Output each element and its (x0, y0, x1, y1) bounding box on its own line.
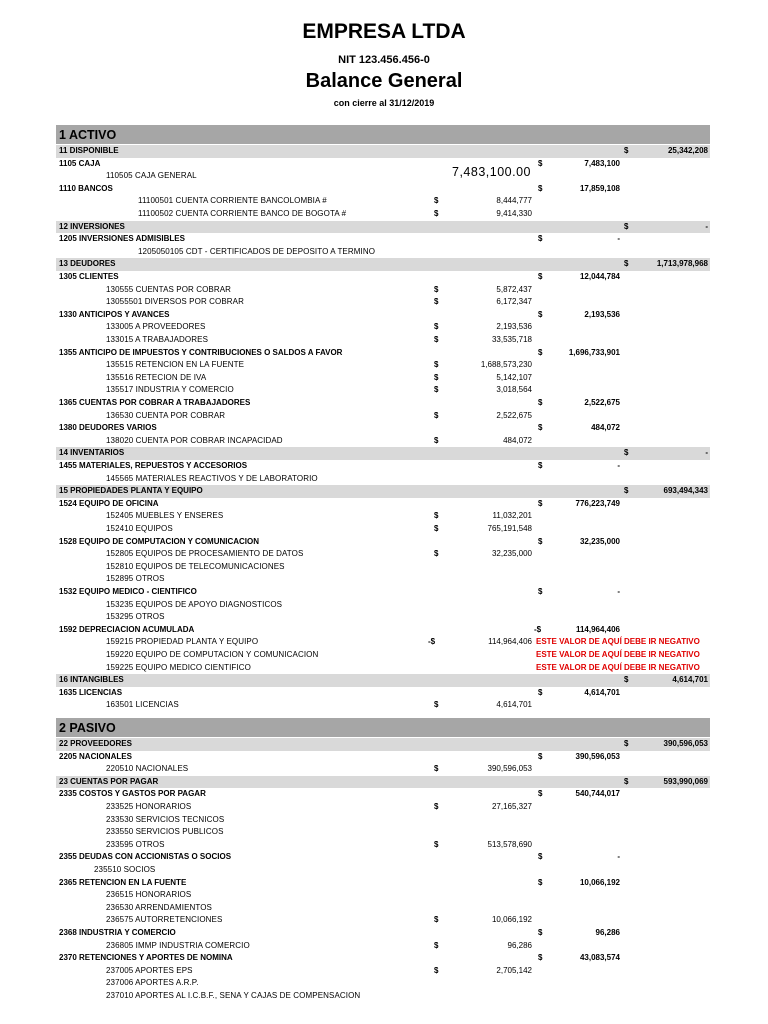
account-label: 152895 OTROS (106, 574, 165, 584)
table-row (56, 145, 710, 158)
currency-sign: $ (434, 196, 439, 206)
amount-value: 1,696,733,901 (568, 347, 620, 357)
account-label: 159225 EQUIPO MEDICO CIENTIFICO (106, 662, 251, 672)
account-label: 2335 COSTOS Y GASTOS POR PAGAR (59, 789, 206, 799)
amount-value: 43,083,574 (579, 953, 620, 963)
amount-value: 32,235,000 (491, 549, 532, 559)
account-label: 159220 EQUIPO DE COMPUTACION Y COMUNICACION (106, 650, 319, 659)
currency-sign: $ (434, 372, 439, 382)
amount-value: 484,072 (591, 423, 620, 433)
account-label: 14 INVENTARIOS (59, 448, 125, 458)
currency-sign: $ (434, 297, 439, 307)
account-label: 1330 ANTICIPOS Y AVANCES (59, 309, 170, 319)
table-row (56, 561, 710, 574)
currency-sign: $ (434, 940, 439, 950)
currency-sign: $ (538, 498, 543, 508)
table-row (56, 649, 710, 662)
account-label: 2370 RETENCIONES Y APORTES DE NOMINA (59, 953, 233, 963)
currency-sign: $ (538, 347, 543, 357)
currency-sign: $ (624, 776, 629, 786)
table-row (56, 902, 710, 915)
amount-value: 10,066,192 (491, 915, 532, 925)
currency-sign: $ (434, 839, 439, 849)
table-row (56, 485, 710, 498)
table-row (56, 258, 710, 271)
currency-sign: $ (538, 398, 543, 407)
currency-sign: $ (624, 739, 629, 748)
account-label: 1305 CLIENTES (59, 272, 119, 281)
amount-value: 11,032,201 (492, 511, 532, 521)
account-label: 1110 BANCOS (59, 183, 113, 193)
table-row (56, 927, 710, 940)
account-label: 145565 MATERIALES REACTIVOS Y DE LABORATORIO (106, 473, 318, 483)
amount-value: 2,522,675 (584, 398, 620, 407)
account-label: 236515 HONORARIOS (106, 890, 192, 900)
currency-sign: $ (538, 423, 543, 433)
currency-sign: $ (434, 549, 439, 559)
table-row (56, 548, 710, 561)
table-row (56, 788, 710, 801)
amount-value: 540,744,017 (575, 789, 620, 799)
closing-date: con cierre al 31/12/2019 (333, 98, 435, 108)
account-label: 130555 CUENTAS POR COBRAR (106, 284, 232, 294)
currency-sign: $ (624, 259, 629, 269)
account-label: 233530 SERVICIOS TECNICOS (106, 814, 225, 824)
table-row (56, 271, 710, 284)
account-label: 12 INVERSIONES (59, 221, 125, 231)
currency-sign: $ (538, 953, 543, 963)
document-title: Balance General (305, 70, 463, 92)
account-label: 135516 RETECION DE IVA (106, 372, 207, 382)
account-label: 1355 ANTICIPO DE IMPUESTOS Y CONTRIBUCIONES O SALDOS A FAVOR (59, 347, 343, 357)
account-label: 2205 NACIONALES (59, 751, 132, 761)
amount-value: 593,990,069 (663, 776, 708, 786)
account-label: 110505 CAJA GENERAL (106, 171, 197, 181)
account-label: 2368 INDUSTRIA Y COMERCIO (59, 928, 176, 937)
account-label: 1635 LICENCIAS (59, 687, 123, 697)
table-row (56, 208, 710, 221)
currency-sign: $ (538, 687, 543, 697)
currency-sign: $ (434, 209, 439, 218)
currency-sign: $ (538, 183, 543, 193)
amount-value: - (705, 448, 708, 458)
account-label: 1365 CUENTAS POR COBRAR A TRABAJADORES (59, 398, 251, 407)
table-row (56, 158, 710, 171)
table-row (56, 296, 710, 309)
amount-value: 10,066,192 (579, 877, 620, 887)
amount-value: 765,191,548 (487, 524, 532, 533)
amount-value: 2,193,536 (496, 322, 532, 332)
currency-sign: $ (538, 928, 543, 937)
amount-value: 390,596,053 (575, 751, 620, 761)
amount-value: - (617, 234, 620, 244)
account-label: 236805 IMMP INDUSTRIA COMERCIO (106, 940, 250, 950)
amount-value: 25,342,208 (667, 146, 708, 155)
account-label: 236530 ARRENDAMIENTOS (106, 902, 212, 912)
currency-sign: $ (624, 486, 629, 496)
amount-value: 12,044,784 (579, 272, 620, 281)
currency-sign: $ (624, 221, 629, 231)
amount-value: 17,859,108 (579, 183, 620, 193)
table-row (56, 397, 710, 410)
account-label: 163501 LICENCIAS (106, 700, 179, 710)
table-row (56, 586, 710, 599)
table-row (56, 914, 710, 927)
amount-value: 9,414,330 (496, 209, 532, 218)
table-row (56, 624, 710, 637)
account-label: 1524 EQUIPO DE OFICINA (59, 498, 159, 508)
amount-value: 390,596,053 (487, 764, 532, 774)
table-row (56, 573, 710, 586)
account-label: 159215 PROPIEDAD PLANTA Y EQUIPO (106, 637, 259, 647)
account-label: 11100502 CUENTA CORRIENTE BANCO DE BOGOTA # (138, 209, 347, 218)
account-label: 135515 RETENCION EN LA FUENTE (106, 360, 245, 370)
account-label: 1105 CAJA (59, 158, 101, 168)
table-row (56, 699, 710, 712)
account-label: 233525 HONORARIOS (106, 802, 192, 811)
currency-sign: -$ (428, 637, 436, 647)
currency-sign: $ (624, 448, 629, 458)
table-row (56, 221, 710, 234)
table-row (56, 359, 710, 372)
account-label: 135517 INDUSTRIA Y COMERCIO (106, 385, 234, 395)
table-row (56, 674, 710, 687)
currency-sign: $ (624, 675, 629, 685)
amount-value: 1,688,573,230 (480, 360, 532, 370)
amount-value: 6,172,347 (496, 297, 532, 307)
account-label: 11 DISPONIBLE (59, 146, 119, 155)
account-label: 1528 EQUIPO DE COMPUTACION Y COMUNICACION (59, 536, 260, 546)
amount-value: 96,286 (595, 928, 620, 937)
table-row (56, 523, 710, 536)
amount-value: 114,964,406 (488, 637, 532, 647)
floating-cash-value: 7,483,100.00 (452, 165, 531, 179)
amount-value: 5,872,437 (496, 284, 532, 294)
table-row (56, 384, 710, 397)
currency-sign: $ (538, 789, 543, 799)
account-label: 1532 EQUIPO MEDICO - CIENTIFICO (59, 587, 197, 596)
table-row (56, 738, 710, 751)
currency-sign: $ (434, 284, 439, 294)
table-row (56, 422, 710, 435)
table-row (56, 611, 710, 624)
negative-value-note: ESTE VALOR DE AQUÍ DEBE IR NEGATIVO (536, 650, 700, 659)
currency-sign: $ (538, 272, 543, 281)
account-label: 1380 DEUDORES VARIOS (59, 423, 157, 433)
table-row (56, 435, 710, 448)
table-row (56, 170, 710, 183)
currency-sign: $ (434, 322, 439, 332)
currency-sign: $ (434, 764, 439, 774)
amount-value: 2,705,142 (496, 965, 532, 975)
account-label: 233550 SERVICIOS PUBLICOS (106, 827, 224, 837)
negative-value-note: ESTE VALOR DE AQUÍ DEBE IR NEGATIVO (536, 637, 700, 647)
company-name: EMPRESA LTDA (302, 20, 466, 43)
account-label: 153295 OTROS (106, 612, 165, 622)
table-row (56, 183, 710, 196)
currency-sign: $ (538, 751, 543, 761)
account-label: 13055501 DIVERSOS POR COBRAR (106, 297, 244, 307)
table-row (56, 233, 710, 246)
table-row (56, 990, 710, 1003)
table-row (56, 877, 710, 890)
currency-sign: $ (434, 360, 439, 370)
table-row (56, 965, 710, 978)
currency-sign: $ (538, 309, 543, 319)
account-label: 233595 OTROS (106, 839, 165, 849)
account-label: 1455 MATERIALES, REPUESTOS Y ACCESORIOS (59, 461, 248, 470)
account-label: 152805 EQUIPOS DE PROCESAMIENTO DE DATOS (106, 549, 304, 559)
account-label: 1205 INVERSIONES ADMISIBLES (59, 234, 185, 244)
table-row (56, 599, 710, 612)
amount-value: - (617, 587, 620, 596)
account-label: 15 PROPIEDADES PLANTA Y EQUIPO (59, 486, 203, 496)
amount-value: 4,614,701 (584, 687, 620, 697)
table-row (56, 347, 710, 360)
amount-value: 114,964,406 (575, 624, 620, 634)
currency-sign: $ (434, 524, 439, 533)
currency-sign: $ (434, 700, 439, 710)
currency-sign: $ (434, 915, 439, 925)
currency-sign: $ (538, 234, 543, 244)
table-row (56, 321, 710, 334)
amount-value: 2,193,536 (584, 309, 620, 319)
currency-sign: $ (434, 385, 439, 395)
account-label: 153235 EQUIPOS DE APOYO DIAGNOSTICOS (106, 599, 283, 609)
amount-value: 776,223,749 (575, 498, 620, 508)
section-header: 2 PASIVO (56, 718, 710, 737)
currency-sign: $ (434, 802, 439, 811)
amount-value: 513,578,690 (487, 839, 532, 849)
table-row (56, 864, 710, 877)
table-row (56, 851, 710, 864)
account-label: 1205050105 CDT - CERTIFICADOS DE DEPOSITO A TERMINO (138, 246, 376, 256)
account-label: 2355 DEUDAS CON ACCIONISTAS O SOCIOS (59, 852, 232, 862)
amount-value: - (705, 221, 708, 231)
table-row (56, 536, 710, 549)
table-row (56, 246, 710, 259)
amount-value: 4,614,701 (672, 675, 708, 685)
table-row (56, 309, 710, 322)
table-row (56, 889, 710, 902)
amount-value: 27,165,327 (491, 802, 532, 811)
table-row (56, 372, 710, 385)
table-row (56, 510, 710, 523)
amount-value: 3,018,564 (496, 385, 532, 395)
amount-value: 693,494,343 (663, 486, 708, 496)
account-label: 237006 APORTES A.R.P. (106, 978, 199, 988)
account-label: 13 DEUDORES (59, 259, 116, 269)
table-row (56, 814, 710, 827)
company-nit: NIT 123.456.456-0 (338, 54, 430, 66)
currency-sign: $ (434, 511, 439, 521)
amount-value: 5,142,107 (496, 372, 532, 382)
account-label: 138020 CUENTA POR COBRAR INCAPACIDAD (106, 435, 283, 445)
table-row (56, 498, 710, 511)
table-row (56, 952, 710, 965)
amount-value: 32,235,000 (579, 536, 620, 546)
currency-sign: $ (434, 410, 439, 420)
table-row (56, 940, 710, 953)
table-row (56, 334, 710, 347)
table-row (56, 284, 710, 297)
table-row (56, 473, 710, 486)
account-label: 16 INTANGIBLES (59, 675, 124, 685)
amount-value: 8,444,777 (496, 196, 532, 206)
amount-value: 4,614,701 (496, 700, 532, 710)
table-row (56, 195, 710, 208)
account-label: 237005 APORTES EPS (106, 965, 193, 975)
amount-value: 1,713,978,968 (656, 259, 708, 269)
table-row (56, 776, 710, 789)
currency-sign: $ (538, 852, 543, 862)
table-row (56, 839, 710, 852)
currency-sign: $ (624, 146, 629, 155)
account-label: 152810 EQUIPOS DE TELECOMUNICACIONES (106, 561, 285, 571)
amount-value: 33,535,718 (491, 335, 532, 344)
account-label: 22 PROVEEDORES (59, 739, 132, 748)
currency-sign: $ (434, 435, 439, 445)
account-label: 236575 AUTORRETENCIONES (106, 915, 223, 925)
account-label: 220510 NACIONALES (106, 764, 189, 774)
currency-sign: $ (434, 335, 439, 344)
account-label: 2365 RETENCION EN LA FUENTE (59, 877, 187, 887)
currency-sign: $ (538, 158, 543, 168)
account-label: 235510 SOCIOS (94, 865, 156, 874)
currency-sign: $ (538, 877, 543, 887)
amount-value: 2,522,675 (496, 410, 532, 420)
account-label: 136530 CUENTA POR COBRAR (106, 410, 226, 420)
table-row (56, 763, 710, 776)
account-label: 152405 MUEBLES Y ENSERES (106, 511, 224, 521)
currency-sign: $ (538, 461, 543, 470)
currency-sign: $ (538, 587, 543, 596)
amount-value: - (617, 852, 620, 862)
account-label: 152410 EQUIPOS (106, 524, 173, 533)
amount-value: 7,483,100 (584, 158, 620, 168)
amount-value: 96,286 (507, 940, 532, 950)
section-header: 1 ACTIVO (56, 125, 710, 144)
negative-value-note: ESTE VALOR DE AQUÍ DEBE IR NEGATIVO (536, 662, 700, 672)
account-label: 133005 A PROVEEDORES (106, 322, 206, 332)
account-label: 23 CUENTAS POR PAGAR (59, 776, 159, 786)
table-row (56, 662, 710, 675)
table-row (56, 826, 710, 839)
currency-sign: -$ (534, 624, 542, 634)
account-label: 133015 A TRABAJADORES (106, 335, 209, 344)
amount-value: - (617, 461, 620, 470)
table-row (56, 460, 710, 473)
table-row (56, 751, 710, 764)
table-row (56, 447, 710, 460)
table-row (56, 410, 710, 423)
table-row (56, 687, 710, 700)
account-label: 1592 DEPRECIACION ACUMULADA (59, 624, 195, 634)
currency-sign: $ (538, 536, 543, 546)
table-row (56, 636, 710, 649)
account-label: 237010 APORTES AL I.C.B.F., SENA Y CAJAS DE COMPENSACION (106, 991, 361, 1000)
amount-value: 484,072 (503, 435, 532, 445)
table-row (56, 977, 710, 990)
table-row (56, 801, 710, 814)
currency-sign: $ (434, 965, 439, 975)
account-label: 11100501 CUENTA CORRIENTE BANCOLOMBIA # (138, 196, 327, 206)
amount-value: 390,596,053 (663, 739, 708, 748)
